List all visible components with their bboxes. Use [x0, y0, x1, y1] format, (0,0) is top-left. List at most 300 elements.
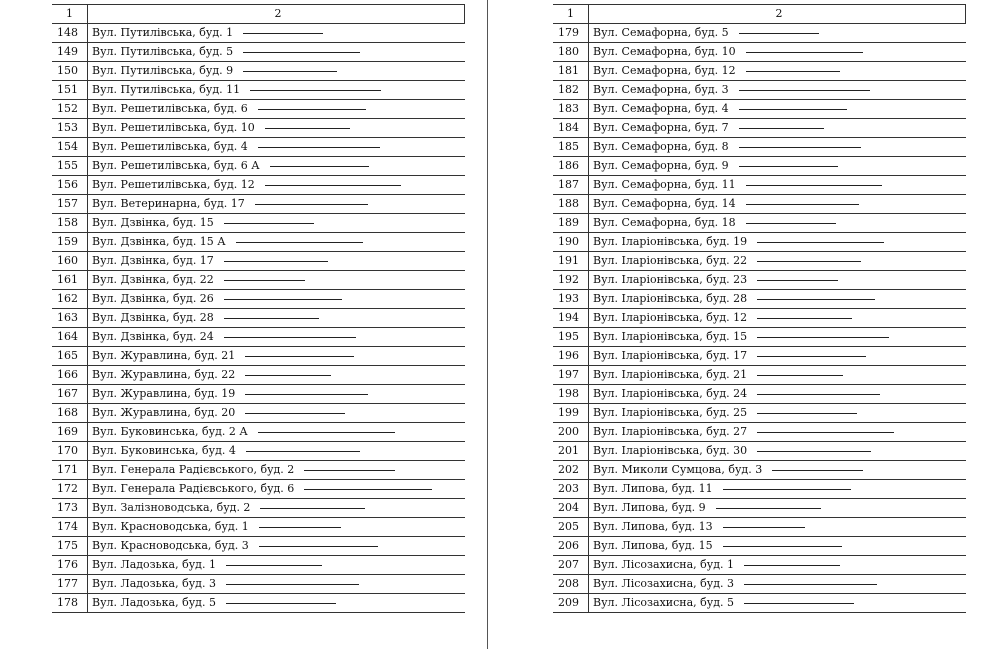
address-text: Вул. Дзвінка, буд. 22 [92, 273, 214, 286]
row-number: 186 [553, 157, 589, 176]
table-row [553, 499, 966, 518]
table-row [52, 366, 465, 385]
table-row [52, 575, 465, 594]
redaction-line [304, 470, 395, 471]
address-cell [589, 62, 966, 81]
address-cell [88, 442, 465, 461]
address-cell [88, 309, 465, 328]
left-address-table [52, 4, 465, 613]
address-text: Вул. Семафорна, буд. 14 [593, 197, 736, 210]
address-cell [88, 461, 465, 480]
redaction-line [226, 584, 359, 585]
row-number: 180 [553, 43, 589, 62]
address-cell [589, 24, 966, 43]
address-cell [589, 252, 966, 271]
address-text: Вул. Дзвінка, буд. 24 [92, 330, 214, 343]
address-text: Вул. Іларіонівська, буд. 19 [593, 235, 748, 248]
redaction-line [224, 261, 328, 262]
table-row [553, 176, 966, 195]
address-text: Вул. Путилівська, буд. 11 [92, 83, 241, 96]
table-row [553, 518, 966, 537]
table-row [553, 575, 966, 594]
table-row [553, 423, 966, 442]
row-number: 177 [52, 575, 88, 594]
address-text: Вул. Решетилівська, буд. 10 [92, 121, 255, 134]
address-cell [88, 328, 465, 347]
row-number: 164 [52, 328, 88, 347]
address-text: Вул. Липова, буд. 13 [593, 520, 713, 533]
row-number: 155 [52, 157, 88, 176]
address-cell [88, 233, 465, 252]
table-row [553, 309, 966, 328]
redaction-line [746, 185, 882, 186]
row-number: 174 [52, 518, 88, 537]
redaction-line [744, 603, 854, 604]
address-text: Вул. Іларіонівська, буд. 28 [593, 292, 748, 305]
address-text: Вул. Журавлина, буд. 20 [92, 406, 236, 419]
table-row [52, 328, 465, 347]
table-row [553, 157, 966, 176]
address-cell [589, 423, 966, 442]
row-number: 150 [52, 62, 88, 81]
row-number: 160 [52, 252, 88, 271]
address-cell [88, 366, 465, 385]
redaction-line [243, 71, 337, 72]
redaction-line [757, 299, 875, 300]
redaction-line [723, 489, 851, 490]
table-row [553, 328, 966, 347]
table-row [553, 404, 966, 423]
row-number: 197 [553, 366, 589, 385]
redaction-line [746, 71, 840, 72]
redaction-line [224, 318, 319, 319]
address-cell [589, 594, 966, 613]
address-cell [589, 290, 966, 309]
redaction-line [258, 147, 380, 148]
redaction-line [245, 413, 345, 414]
redaction-line [226, 565, 322, 566]
table-row [553, 138, 966, 157]
address-text: Вул. Семафорна, буд. 7 [593, 121, 729, 134]
right-address-table [553, 4, 966, 613]
redaction-line [259, 527, 341, 528]
redaction-line [746, 223, 836, 224]
row-number: 192 [553, 271, 589, 290]
address-cell [88, 43, 465, 62]
redaction-line [757, 451, 871, 452]
address-text: Вул. Іларіонівська, буд. 17 [593, 349, 748, 362]
address-cell [88, 556, 465, 575]
address-text: Вул. Іларіонівська, буд. 22 [593, 254, 748, 267]
address-text: Вул. Ладозька, буд. 5 [92, 596, 216, 609]
redaction-line [260, 508, 365, 509]
address-text: Вул. Липова, буд. 11 [593, 482, 713, 495]
row-number: 165 [52, 347, 88, 366]
address-text: Вул. Красноводська, буд. 1 [92, 520, 249, 533]
row-number: 187 [553, 176, 589, 195]
address-cell [88, 404, 465, 423]
table-row [553, 461, 966, 480]
address-cell [589, 556, 966, 575]
table-row [52, 423, 465, 442]
address-cell [88, 252, 465, 271]
table-row [52, 252, 465, 271]
row-number: 208 [553, 575, 589, 594]
address-text: Вул. Буковинська, буд. 2 А [92, 425, 248, 438]
address-text: Вул. Іларіонівська, буд. 25 [593, 406, 748, 419]
address-text: Вул. Липова, буд. 9 [593, 501, 706, 514]
header-col-2: 2 [88, 5, 465, 24]
redaction-line [757, 394, 880, 395]
table-row [553, 81, 966, 100]
address-text: Вул. Путилівська, буд. 9 [92, 64, 234, 77]
redaction-line [246, 451, 360, 452]
address-text: Вул. Семафорна, буд. 5 [593, 26, 729, 39]
page-divider [487, 0, 488, 649]
redaction-line [258, 109, 366, 110]
address-cell [88, 24, 465, 43]
table-row [553, 556, 966, 575]
row-number: 188 [553, 195, 589, 214]
redaction-line [757, 318, 852, 319]
address-cell [88, 575, 465, 594]
address-text: Вул. Дзвінка, буд. 15 А [92, 235, 226, 248]
redaction-line [746, 52, 863, 53]
row-number: 172 [52, 480, 88, 499]
table-row [553, 290, 966, 309]
table-row [52, 442, 465, 461]
address-cell [589, 366, 966, 385]
redaction-line [245, 356, 354, 357]
redaction-line [739, 166, 838, 167]
row-number: 181 [553, 62, 589, 81]
address-text: Вул. Іларіонівська, буд. 24 [593, 387, 748, 400]
row-number: 171 [52, 461, 88, 480]
redaction-line [723, 546, 842, 547]
address-cell [88, 290, 465, 309]
address-cell [88, 214, 465, 233]
row-number: 196 [553, 347, 589, 366]
address-cell [589, 499, 966, 518]
redaction-line [739, 109, 847, 110]
row-number: 175 [52, 537, 88, 556]
redaction-line [224, 223, 314, 224]
address-text: Вул. Іларіонівська, буд. 15 [593, 330, 748, 343]
address-text: Вул. Семафорна, буд. 10 [593, 45, 736, 58]
table-row [553, 195, 966, 214]
table-row [553, 214, 966, 233]
table-row [52, 157, 465, 176]
address-cell [589, 328, 966, 347]
address-cell [589, 214, 966, 233]
row-number: 204 [553, 499, 589, 518]
redaction-line [723, 527, 805, 528]
row-number: 205 [553, 518, 589, 537]
address-cell [88, 138, 465, 157]
address-cell [589, 347, 966, 366]
row-number: 199 [553, 404, 589, 423]
row-number: 195 [553, 328, 589, 347]
address-cell [589, 138, 966, 157]
address-text: Вул. Семафорна, буд. 4 [593, 102, 729, 115]
table-row [52, 81, 465, 100]
redaction-line [757, 356, 866, 357]
table-row [52, 138, 465, 157]
address-text: Вул. Липова, буд. 15 [593, 539, 713, 552]
address-text: Вул. Дзвінка, буд. 15 [92, 216, 214, 229]
table-row [553, 119, 966, 138]
redaction-line [744, 565, 840, 566]
address-text: Вул. Лісозахисна, буд. 1 [593, 558, 735, 571]
table-row [52, 271, 465, 290]
table-row [52, 100, 465, 119]
table-row [52, 195, 465, 214]
address-text: Вул. Іларіонівська, буд. 30 [593, 444, 748, 457]
redaction-line [739, 33, 819, 34]
row-number: 206 [553, 537, 589, 556]
address-text: Вул. Ветеринарна, буд. 17 [92, 197, 245, 210]
row-number: 169 [52, 423, 88, 442]
table-row [52, 461, 465, 480]
row-number: 198 [553, 385, 589, 404]
header-col-2: 2 [589, 5, 966, 24]
address-cell [589, 233, 966, 252]
redaction-line [258, 432, 395, 433]
address-cell [589, 518, 966, 537]
table-row [52, 214, 465, 233]
row-number: 207 [553, 556, 589, 575]
address-cell [88, 157, 465, 176]
redaction-line [716, 508, 821, 509]
address-text: Вул. Іларіонівська, буд. 21 [593, 368, 748, 381]
row-number: 184 [553, 119, 589, 138]
address-text: Вул. Журавлина, буд. 19 [92, 387, 236, 400]
address-text: Вул. Семафорна, буд. 9 [593, 159, 729, 172]
redaction-line [757, 432, 894, 433]
redaction-line [245, 394, 368, 395]
table-row [553, 271, 966, 290]
table-row [553, 252, 966, 271]
address-cell [88, 62, 465, 81]
redaction-line [265, 128, 350, 129]
row-number: 173 [52, 499, 88, 518]
row-number: 176 [52, 556, 88, 575]
header-col-1: 1 [553, 5, 589, 24]
address-text: Вул. Ладозька, буд. 1 [92, 558, 216, 571]
address-cell [88, 423, 465, 442]
address-cell [589, 575, 966, 594]
address-cell [589, 442, 966, 461]
row-number: 200 [553, 423, 589, 442]
redaction-line [224, 280, 305, 281]
row-number: 163 [52, 309, 88, 328]
row-number: 193 [553, 290, 589, 309]
address-text: Вул. Ладозька, буд. 3 [92, 577, 216, 590]
redaction-line [224, 299, 342, 300]
redaction-line [772, 470, 863, 471]
redaction-line [270, 166, 369, 167]
address-text: Вул. Семафорна, буд. 11 [593, 178, 736, 191]
redaction-line [757, 242, 884, 243]
redaction-line [259, 546, 378, 547]
row-number: 209 [553, 594, 589, 613]
row-number: 148 [52, 24, 88, 43]
table-row [52, 594, 465, 613]
table-row [52, 43, 465, 62]
table-row [52, 499, 465, 518]
address-cell [88, 518, 465, 537]
address-text: Вул. Семафорна, буд. 8 [593, 140, 729, 153]
row-number: 203 [553, 480, 589, 499]
address-cell [589, 480, 966, 499]
address-cell [88, 480, 465, 499]
table-row [553, 537, 966, 556]
row-number: 182 [553, 81, 589, 100]
redaction-line [226, 603, 336, 604]
redaction-line [757, 280, 838, 281]
address-cell [589, 81, 966, 100]
redaction-line [255, 204, 368, 205]
address-text: Вул. Семафорна, буд. 12 [593, 64, 736, 77]
table-row [52, 176, 465, 195]
address-cell [589, 271, 966, 290]
address-text: Вул. Журавлина, буд. 22 [92, 368, 236, 381]
row-number: 201 [553, 442, 589, 461]
table-row [52, 309, 465, 328]
table-row [52, 24, 465, 43]
table-row [553, 233, 966, 252]
address-text: Вул. Решетилівська, буд. 6 А [92, 159, 260, 172]
row-number: 170 [52, 442, 88, 461]
address-text: Вул. Семафорна, буд. 3 [593, 83, 729, 96]
address-cell [88, 195, 465, 214]
redaction-line [739, 147, 861, 148]
row-number: 166 [52, 366, 88, 385]
redaction-line [746, 204, 859, 205]
address-cell [589, 461, 966, 480]
address-text: Вул. Іларіонівська, буд. 12 [593, 311, 748, 324]
row-number: 161 [52, 271, 88, 290]
address-text: Вул. Дзвінка, буд. 17 [92, 254, 214, 267]
table-row [553, 385, 966, 404]
address-text: Вул. Семафорна, буд. 18 [593, 216, 736, 229]
address-cell [589, 537, 966, 556]
table-header-row [553, 5, 966, 24]
address-text: Вул. Генерала Радієвського, буд. 2 [92, 463, 295, 476]
table-row [553, 100, 966, 119]
address-text: Вул. Генерала Радієвського, буд. 6 [92, 482, 295, 495]
table-row [52, 385, 465, 404]
row-number: 190 [553, 233, 589, 252]
redaction-line [245, 375, 331, 376]
address-text: Вул. Красноводська, буд. 3 [92, 539, 249, 552]
redaction-line [236, 242, 363, 243]
address-cell [88, 119, 465, 138]
address-cell [88, 594, 465, 613]
table-row [52, 537, 465, 556]
address-cell [88, 100, 465, 119]
table-row [553, 594, 966, 613]
table-row [52, 62, 465, 81]
table-row [52, 480, 465, 499]
address-cell [589, 157, 966, 176]
address-text: Вул. Решетилівська, буд. 12 [92, 178, 255, 191]
table-row [553, 24, 966, 43]
address-text: Вул. Дзвінка, буд. 28 [92, 311, 214, 324]
address-cell [589, 100, 966, 119]
table-row [553, 366, 966, 385]
row-number: 168 [52, 404, 88, 423]
row-number: 202 [553, 461, 589, 480]
table-row [52, 290, 465, 309]
address-cell [589, 404, 966, 423]
address-text: Вул. Іларіонівська, буд. 23 [593, 273, 748, 286]
address-cell [88, 271, 465, 290]
redaction-line [739, 128, 824, 129]
table-row [52, 556, 465, 575]
redaction-line [224, 337, 356, 338]
address-cell [88, 499, 465, 518]
header-col-1: 1 [52, 5, 88, 24]
address-text: Вул. Решетилівська, буд. 4 [92, 140, 248, 153]
address-text: Вул. Лісозахисна, буд. 3 [593, 577, 735, 590]
row-number: 158 [52, 214, 88, 233]
address-cell [589, 385, 966, 404]
table-row [553, 442, 966, 461]
redaction-line [265, 185, 401, 186]
row-number: 179 [553, 24, 589, 43]
row-number: 178 [52, 594, 88, 613]
table-row [52, 518, 465, 537]
row-number: 157 [52, 195, 88, 214]
row-number: 156 [52, 176, 88, 195]
table-header-row [52, 5, 465, 24]
redaction-line [744, 584, 877, 585]
row-number: 159 [52, 233, 88, 252]
row-number: 152 [52, 100, 88, 119]
table-row [553, 480, 966, 499]
table-row [52, 233, 465, 252]
redaction-line [243, 52, 360, 53]
address-cell [88, 385, 465, 404]
address-text: Вул. Дзвінка, буд. 26 [92, 292, 214, 305]
address-cell [589, 43, 966, 62]
row-number: 194 [553, 309, 589, 328]
row-number: 154 [52, 138, 88, 157]
address-text: Вул. Лісозахисна, буд. 5 [593, 596, 735, 609]
table-row [52, 404, 465, 423]
row-number: 183 [553, 100, 589, 119]
table-row [52, 119, 465, 138]
redaction-line [757, 261, 861, 262]
address-cell [88, 537, 465, 556]
table-row [52, 347, 465, 366]
redaction-line [243, 33, 323, 34]
address-text: Вул. Решетилівська, буд. 6 [92, 102, 248, 115]
address-cell [589, 119, 966, 138]
table-row [553, 43, 966, 62]
row-number: 167 [52, 385, 88, 404]
row-number: 189 [553, 214, 589, 233]
address-cell [589, 309, 966, 328]
address-cell [88, 347, 465, 366]
address-text: Вул. Путилівська, буд. 1 [92, 26, 234, 39]
row-number: 153 [52, 119, 88, 138]
address-cell [589, 176, 966, 195]
address-text: Вул. Буковинська, буд. 4 [92, 444, 236, 457]
address-text: Вул. Миколи Сумцова, буд. 3 [593, 463, 763, 476]
address-text: Вул. Залізноводська, буд. 2 [92, 501, 251, 514]
